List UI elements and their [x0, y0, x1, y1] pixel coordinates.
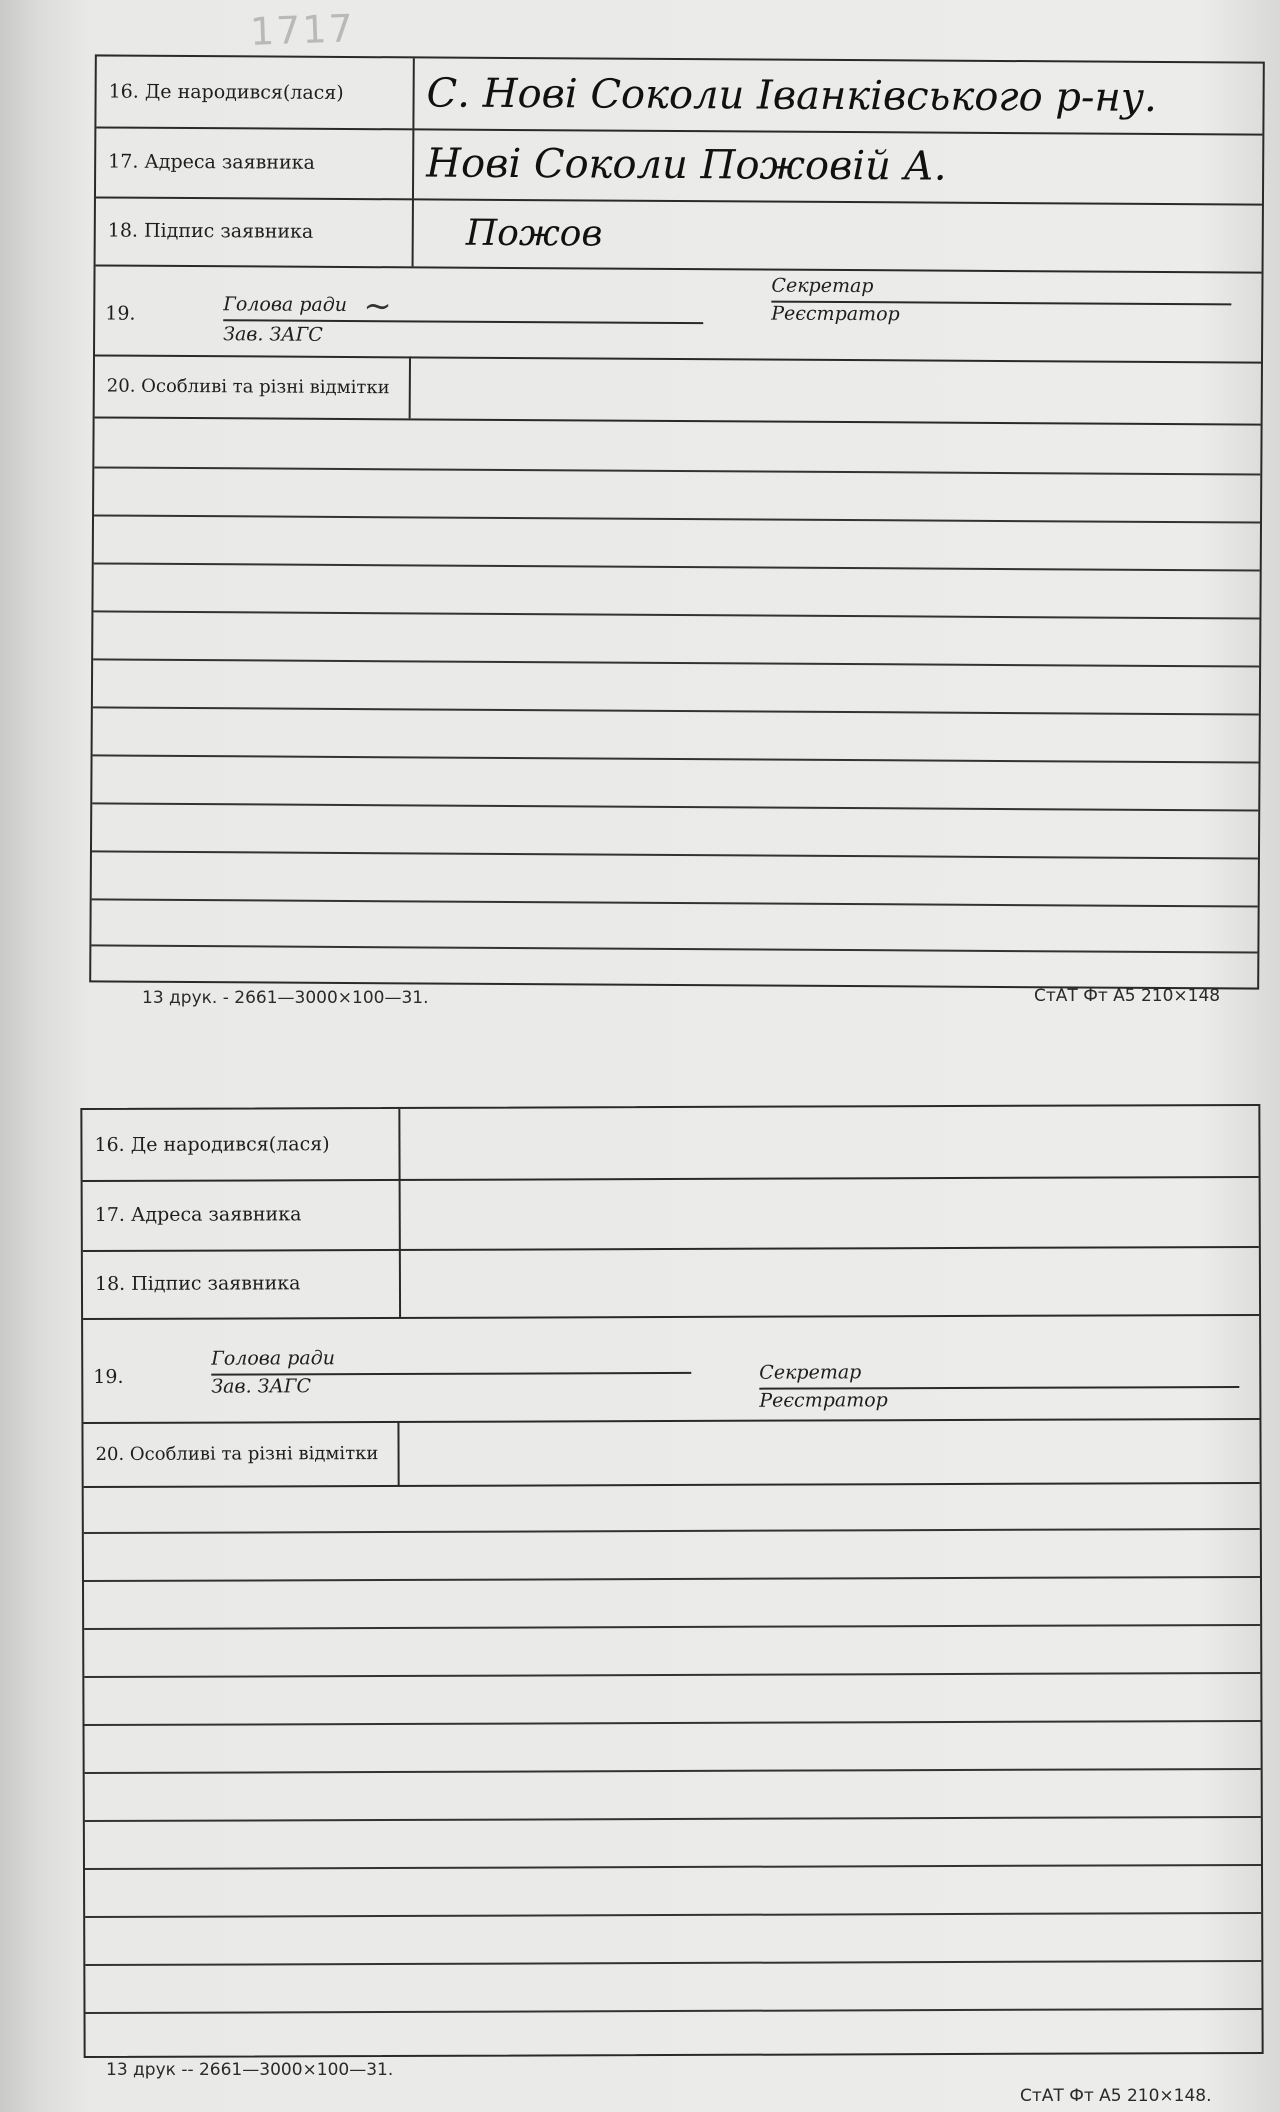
row-birthplace [82, 1106, 1258, 1182]
head-of-council-title: Голова ради [211, 1347, 336, 1370]
blank-line [84, 1576, 1260, 1582]
blank-line [86, 2008, 1262, 2014]
format-code-top: СтАТ Фт А5 210×148 [1034, 986, 1221, 1006]
blank-line [93, 706, 1259, 715]
registration-form-top [89, 54, 1265, 989]
applicant-signature-label: 18. Підпис заявника [96, 196, 414, 266]
applicant-signature-label: 18. Підпис заявника [83, 1249, 401, 1318]
row19-number: 19. [105, 302, 136, 325]
birthplace-label: 16. Де народився(лася) [96, 56, 414, 128]
print-code-top: 13 друк. - 2661—3000×100—31. [142, 988, 429, 1008]
special-marks-label: 20. Особливі та різні відмітки [83, 1421, 399, 1486]
row-officials [95, 264, 1262, 363]
format-code-bottom: СтАТ Фт А5 210×148. [1020, 2086, 1212, 2106]
blank-line [92, 802, 1258, 811]
blank-line [91, 944, 1257, 953]
row-officials [83, 1314, 1259, 1424]
blank-line [84, 1528, 1260, 1534]
blank-line [93, 610, 1259, 619]
secretary-title: Секретар [759, 1361, 862, 1384]
applicant-address-value [413, 1176, 1249, 1249]
print-code-bottom: 13 друк -- 2661—3000×100—31. [106, 2060, 394, 2080]
blank-line [84, 1672, 1260, 1678]
applicant-address-value: Нові Соколи Пожовій А. [426, 140, 947, 190]
archive-number: 1717 [249, 6, 356, 54]
applicant-signature-value: Пожов [465, 212, 603, 255]
row-special-marks [83, 1418, 1259, 1488]
birthplace-value [412, 1106, 1248, 1179]
row-applicant-address [83, 1176, 1259, 1252]
blank-line [92, 898, 1258, 907]
blank-line [85, 1816, 1261, 1822]
registrar-title: Реєстратор [771, 302, 900, 326]
blank-line [92, 850, 1258, 859]
blank-line [94, 466, 1260, 475]
row-special-marks [95, 354, 1261, 425]
blank-line [84, 1624, 1260, 1630]
applicant-signature-value [413, 1246, 1249, 1317]
head-of-council-title: Голова ради [223, 293, 348, 316]
blank-line [85, 1768, 1261, 1774]
blank-line [84, 1720, 1260, 1726]
special-marks-label: 20. Особливі та різні відмітки [95, 354, 411, 418]
registration-form-bottom [80, 1104, 1263, 2058]
row-applicant-address [96, 126, 1262, 205]
blank-line [93, 754, 1259, 763]
applicant-address-label: 17. Адреса заявника [96, 126, 414, 198]
blank-line [93, 658, 1259, 667]
birthplace-label: 16. Де народився(лася) [82, 1109, 400, 1180]
row19-number: 19. [93, 1365, 124, 1389]
row-birthplace [96, 56, 1262, 135]
birthplace-value: С. Нові Соколи Іванківського р-ну. [426, 70, 1157, 121]
blank-line [94, 514, 1260, 523]
head-signature-scribble: ~ [363, 286, 392, 327]
blank-line [85, 1864, 1261, 1870]
registry-head-title: Зав. ЗАГС [223, 323, 323, 346]
blank-line [85, 1912, 1261, 1918]
blank-line [94, 562, 1260, 571]
row-applicant-signature [96, 196, 1262, 273]
row-applicant-signature [83, 1246, 1259, 1320]
registrar-title: Реєстратор [759, 1389, 888, 1412]
registry-head-title: Зав. ЗАГС [211, 1375, 312, 1398]
secretary-title: Секретар [771, 274, 874, 298]
blank-line [85, 1960, 1261, 1966]
applicant-address-label: 17. Адреса заявника [83, 1179, 401, 1250]
